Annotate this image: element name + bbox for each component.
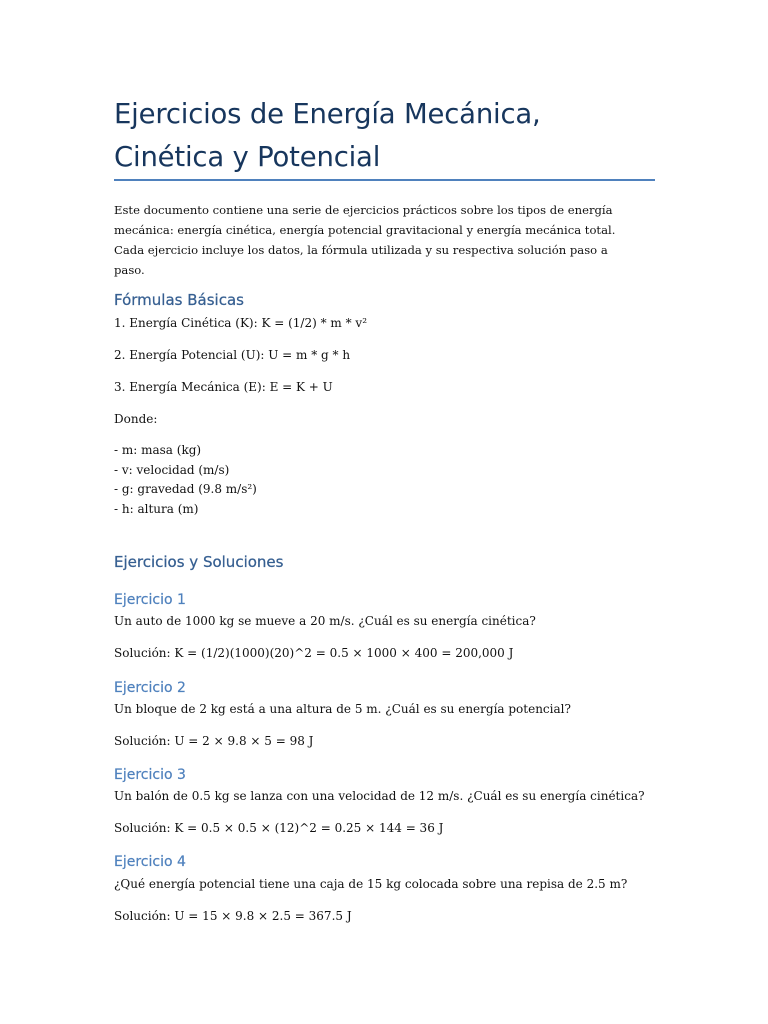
exercise-1-heading: Ejercicio 1 [114,592,186,608]
intro-paragraph: Este documento contiene una serie de ejercicios prácticos sobre los tipos de energía mecánica: energía cinética, energía potencial gravitacional y energía mecánica total. Cada ejercicio incluye los datos, la fórmula utilizada y su respectiva solución paso a paso. [114,203,616,277]
exercise-3-question: Un balón de 0.5 kg se lanza con una velocidad de 12 m/s. ¿Cuál es su energía cinética? [114,789,645,803]
variable-item-height: - h: altura (m) [114,501,199,516]
variable-item-mass: - m: masa (kg) [114,443,202,457]
formula-mechanical: 3. Energía Mecánica (E): E = K + U [114,380,333,394]
exercise-1-solution: Solución: K = (1/2)(1000)(20)^2 = 0.5 × 1000 × 400 = 200,000 J [114,646,514,660]
variable-item-velocity: - v: velocidad (m/s) [114,462,230,477]
exercise-4-heading: Ejercicio 4 [114,854,186,870]
variable-list [114,441,257,519]
exercise-4-solution: Solución: U = 15 × 9.8 × 2.5 = 367.5 J [114,909,352,923]
formula-kinetic: 1. Energía Cinética (K): K = (1/2) * m * v² [114,316,368,330]
donde-label: Donde: [114,412,158,426]
title-underline-rule [114,179,655,181]
exercise-3-solution: Solución: K = 0.5 × 0.5 × (12)^2 = 0.25 × 144 = 36 J [114,821,444,835]
exercise-4-question: ¿Qué energía potencial tiene una caja de 15 kg colocada sobre una repisa de 2.5 m? [114,877,628,891]
formulas-heading: Fórmulas Básicas [114,291,244,309]
exercise-2-heading: Ejercicio 2 [114,680,186,696]
variable-item-gravity: - g: gravedad (9.8 m/s²) [114,482,257,496]
exercises-heading: Ejercicios y Soluciones [114,553,284,571]
exercise-2-question: Un bloque de 2 kg está a una altura de 5 m. ¿Cuál es su energía potencial? [114,702,571,716]
formula-potential: 2. Energía Potencial (U): U = m * g * h [114,348,351,362]
exercise-2-solution: Solución: U = 2 × 9.8 × 5 = 98 J [114,734,314,748]
exercise-3-heading: Ejercicio 3 [114,767,186,783]
exercise-1-question: Un auto de 1000 kg se mueve a 20 m/s. ¿Cuál es su energía cinética? [114,614,536,628]
document-title: Ejercicios de Energía Mecánica, Cinética y Potencial [114,98,541,173]
